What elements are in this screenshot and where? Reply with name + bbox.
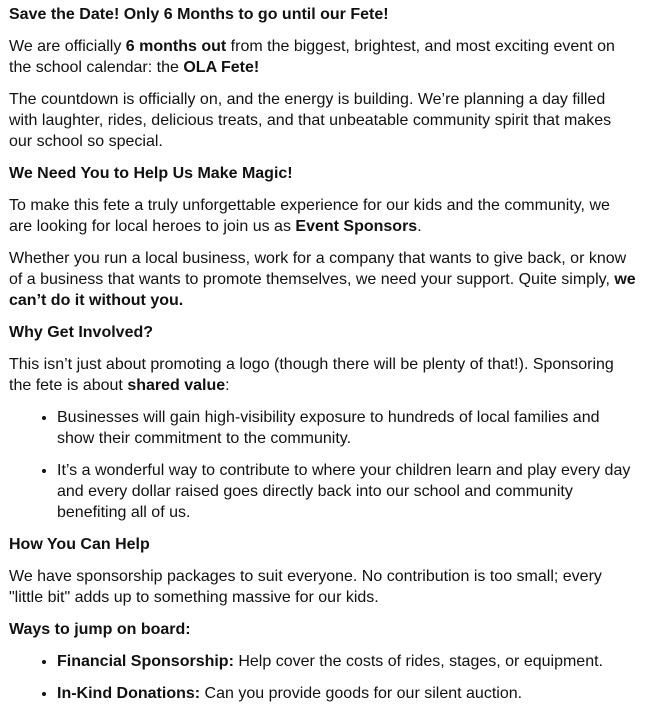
list-item: • Businesses will gain high-visibility exposure to hundreds of local families and show their commitment to the community. [57, 407, 637, 449]
list-item [57, 683, 637, 704]
intro-text-1: We are officially [9, 38, 126, 55]
intro-paragraph [9, 36, 637, 78]
value-paragraph [9, 354, 637, 396]
ways-item-text: Can you provide goods for our silent auction. [200, 685, 523, 702]
why-list [9, 407, 637, 523]
intro-text-2: from the biggest, brightest, and most exciting event on the school calendar: the [9, 38, 615, 76]
intro-bold-fete: OLA Fete! [183, 59, 260, 76]
heading-make-magic: We Need You to Help Us Make Magic! [9, 165, 293, 182]
sponsors-period: . [417, 218, 422, 235]
heading-ways: Ways to jump on board: [9, 621, 191, 638]
ways-item-label: In-Kind Donations: [57, 685, 201, 702]
list-item: • It’s a wonderful way to contribute to where your children learn and play every day and every dollar raised goes directly back into our school and community benefiting all of us. [57, 460, 637, 523]
ways-list [9, 651, 637, 704]
intro-bold-months: 6 months out [125, 38, 227, 55]
value-colon: : [225, 377, 230, 394]
value-text: This isn’t just about promoting a logo (though there will be plenty of that!). Sponsoring the fete is about [9, 356, 614, 394]
heading-why-involved: Why Get Involved? [9, 324, 154, 341]
ways-item-text: Help cover the costs of rides, stages, or equipment. [233, 653, 603, 670]
support-text: Whether you run a local business, work for a company that wants to give back, or know of a business that wants to promote themselves, we need your support. Quite simply, [9, 250, 627, 288]
packages-paragraph: We have sponsorship packages to suit everyone. No contribution is too small; every "little bit" adds up to something massive for our kids. [9, 568, 602, 606]
support-paragraph [9, 248, 637, 311]
support-bold: we can’t do it without you. [9, 271, 636, 309]
value-bold: shared value [127, 377, 226, 394]
heading-save-the-date: Save the Date! Only 6 Months to go until our Fete! [9, 6, 389, 23]
sponsors-text: To make this fete a truly unforgettable experience for our kids and the community, we are looking for local heroes to join us as [9, 197, 610, 235]
countdown-paragraph: The countdown is officially on, and the energy is building. We’re planning a day filled with laughter, rides, delicious treats, and that unbeatable community spirit that makes our school so special. [9, 91, 612, 150]
list-item [57, 651, 637, 672]
sponsors-bold: Event Sponsors [295, 218, 418, 235]
sponsors-paragraph [9, 195, 637, 237]
ways-item-label: Financial Sponsorship: [57, 653, 234, 670]
heading-how-help: How You Can Help [9, 536, 150, 553]
